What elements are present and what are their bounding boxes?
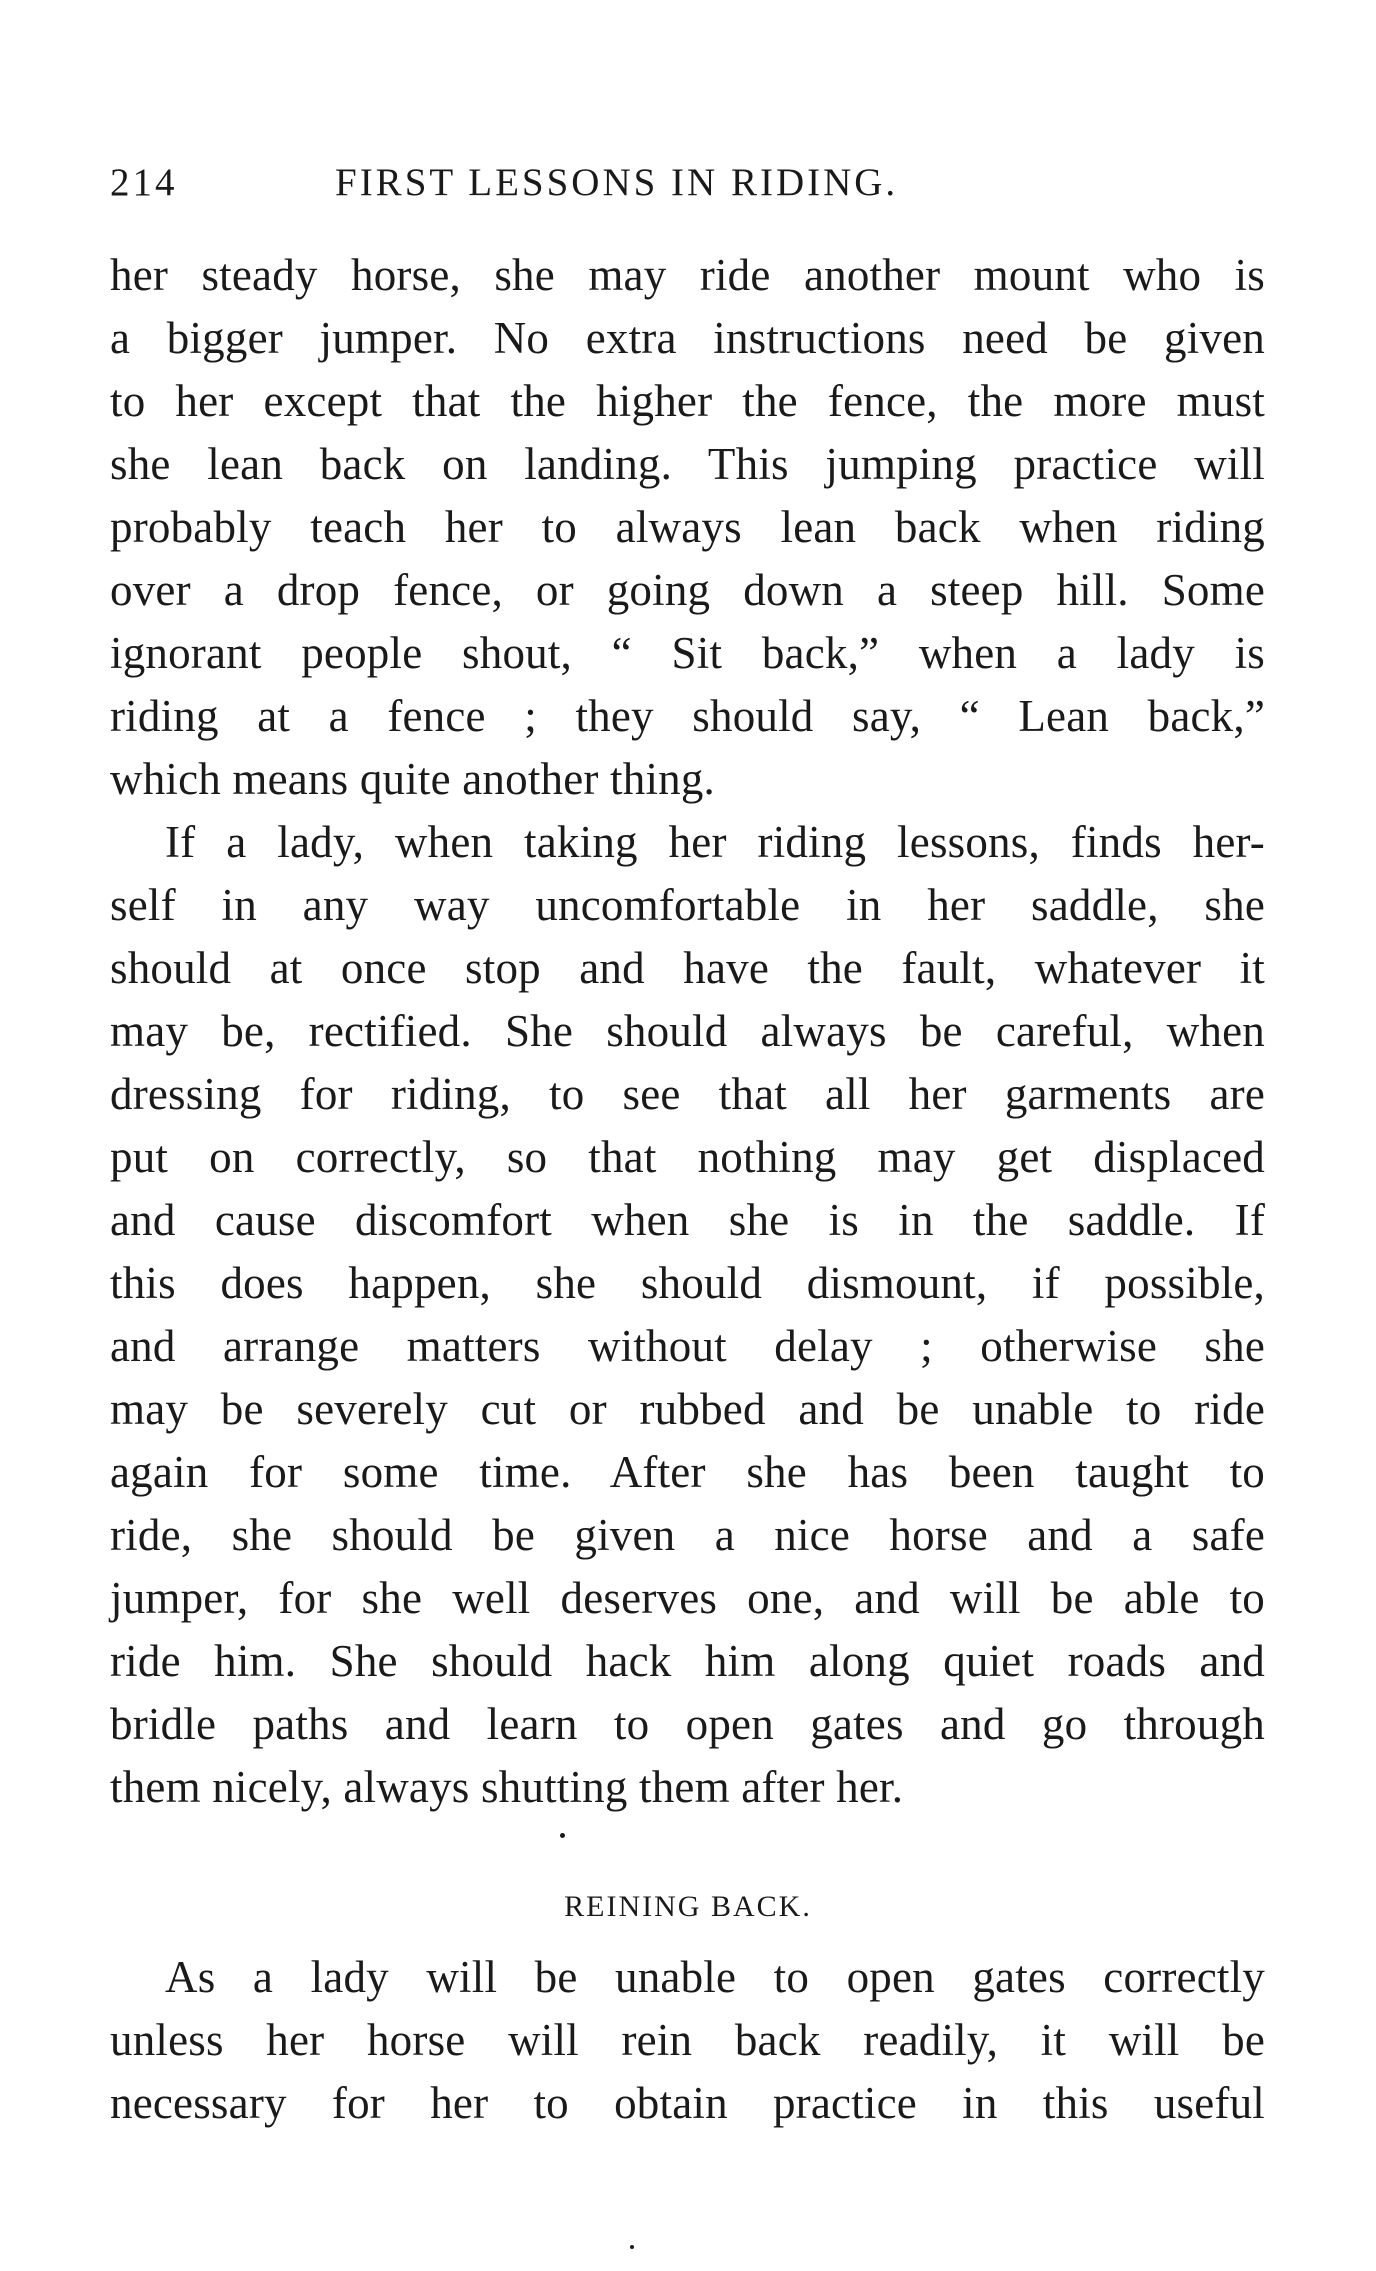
section-heading: REINING BACK.: [564, 1890, 812, 1923]
text-line: she lean back on landing. This jumping practice will: [110, 439, 1265, 489]
text-line: ride him. She should hack him along quiet roads and: [110, 1636, 1265, 1686]
text-line: jumper, for she well deserves one, and will be able to: [110, 1573, 1265, 1623]
text-line: may be, rectified. She should always be careful, when: [110, 1006, 1265, 1056]
text-line: bridle paths and learn to open gates and go through: [110, 1699, 1265, 1749]
ink-speck: [630, 2245, 634, 2249]
text-line: ride, she should be given a nice horse and a safe: [110, 1510, 1265, 1560]
text-line: If a lady, when taking her riding lessons, finds her-: [165, 817, 1265, 867]
text-line: unless her horse will rein back readily, it will be: [110, 2015, 1265, 2065]
text-line: again for some time. After she has been taught to: [110, 1447, 1265, 1497]
text-line: riding at a fence ; they should say, “ Lean back,”: [110, 691, 1265, 741]
text-line: dressing for riding, to see that all her garments are: [110, 1069, 1265, 1119]
running-head: [110, 160, 1265, 220]
page-number: 214: [110, 161, 178, 204]
text-line: self in any way uncomfortable in her saddle, she: [110, 880, 1265, 930]
text-line: As a lady will be unable to open gates correctly: [165, 1952, 1265, 2002]
text-line: may be severely cut or rubbed and be unable to ride: [110, 1384, 1265, 1434]
text-line: and cause discomfort when she is in the saddle. If: [110, 1195, 1265, 1245]
text-line: ignorant people shout, “ Sit back,” when a lady is: [110, 628, 1265, 678]
text-line: necessary for her to obtain practice in this useful: [110, 2078, 1265, 2128]
text-line: to her except that the higher the fence, the more must: [110, 376, 1265, 426]
text-line: put on correctly, so that nothing may get displaced: [110, 1132, 1265, 1182]
running-title: FIRST LESSONS IN RIDING.: [335, 161, 899, 204]
text-line: should at once stop and have the fault, whatever it: [110, 943, 1265, 993]
ink-speck: [560, 1833, 565, 1838]
text-line: probably teach her to always lean back when riding: [110, 502, 1265, 552]
text-line: which means quite another thing.: [110, 754, 716, 804]
text-line: them nicely, always shutting them after her.: [110, 1762, 904, 1812]
text-line: a bigger jumper. No extra instructions need be given: [110, 313, 1265, 363]
text-line: her steady horse, she may ride another mount who is: [110, 250, 1265, 300]
text-line: and arrange matters without delay ; otherwise she: [110, 1321, 1265, 1371]
text-line: over a drop fence, or going down a steep hill. Some: [110, 565, 1265, 615]
text-line: this does happen, she should dismount, if possible,: [110, 1258, 1265, 1308]
